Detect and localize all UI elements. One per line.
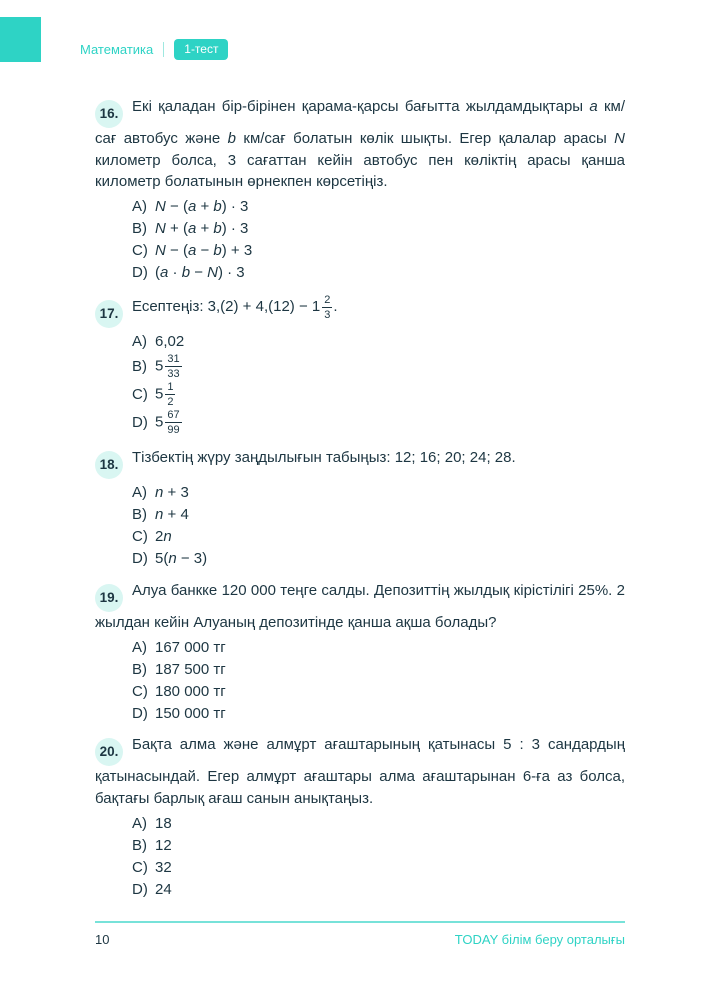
subject-label: Математика bbox=[80, 42, 154, 57]
fraction-numerator: 31 bbox=[167, 353, 180, 366]
option-text: 32 bbox=[155, 858, 172, 876]
page-number: 10 bbox=[95, 932, 110, 947]
option-letter: A) bbox=[132, 333, 147, 351]
option-a bbox=[132, 331, 625, 353]
option-text: 6,02 bbox=[155, 333, 185, 351]
fraction-denominator: 99 bbox=[167, 424, 180, 437]
option-c bbox=[132, 680, 625, 702]
option-text: 187 500 тг bbox=[155, 660, 226, 678]
option-text bbox=[155, 381, 176, 408]
question-number-badge: 18. bbox=[95, 451, 123, 479]
option-text: N + (a + b) · 3 bbox=[155, 220, 249, 237]
fraction-numerator: 67 bbox=[167, 409, 180, 422]
fraction-denominator: 2 bbox=[167, 396, 174, 409]
option-b bbox=[132, 218, 625, 240]
option-text: 24 bbox=[155, 880, 172, 898]
option-text: 150 000 тг bbox=[155, 704, 226, 722]
mixed-number-whole: 5 bbox=[155, 413, 164, 431]
question-statement bbox=[95, 96, 625, 193]
test-number-badge: 1-тест bbox=[174, 39, 228, 60]
question-statement bbox=[95, 447, 625, 479]
option-letter: C) bbox=[132, 858, 148, 876]
question-17 bbox=[95, 294, 625, 437]
option-a bbox=[132, 482, 625, 504]
question-number-badge: 17. bbox=[95, 300, 123, 328]
option-letter: D) bbox=[132, 880, 148, 898]
fraction bbox=[165, 381, 175, 408]
question-19 bbox=[95, 580, 625, 725]
mixed-number-whole: 5 bbox=[155, 357, 164, 375]
option-a bbox=[132, 196, 625, 218]
question-number-badge: 16. bbox=[95, 100, 123, 128]
statement-text: Екі қаладан бір-бірінен қарама-қарсы бағытта жылдамдықтары a км/сағ автобус және b км/сағ болатын көлік шықты. Егер қалалар арасы N километр болса, 3 сағаттан кейін автобус пен көліктің арасы қанша километр болатынын өрнекпен көрсетіңіз. bbox=[95, 98, 626, 190]
question-statement bbox=[95, 734, 625, 809]
option-letter: B) bbox=[132, 836, 147, 854]
page-footer bbox=[95, 921, 625, 947]
question-statement bbox=[95, 294, 625, 328]
question-18 bbox=[95, 447, 625, 570]
options-list bbox=[95, 812, 625, 900]
option-letter: C) bbox=[132, 242, 148, 259]
option-letter: A) bbox=[132, 638, 147, 656]
fraction bbox=[322, 294, 332, 321]
fraction-numerator: 2 bbox=[324, 293, 331, 306]
fraction bbox=[165, 409, 181, 436]
option-letter: D) bbox=[132, 704, 148, 722]
fraction bbox=[165, 353, 181, 380]
option-letter: C) bbox=[132, 528, 148, 546]
option-text bbox=[155, 409, 183, 436]
question-number-badge: 20. bbox=[95, 738, 123, 766]
option-text: N − (a + b) · 3 bbox=[155, 198, 249, 215]
options-list bbox=[95, 196, 625, 284]
question-16 bbox=[95, 96, 625, 284]
option-d bbox=[132, 409, 625, 437]
option-text: 18 bbox=[155, 814, 172, 832]
fraction-denominator: 3 bbox=[324, 308, 331, 321]
option-letter: C) bbox=[132, 682, 148, 700]
option-text: (a · b − N) · 3 bbox=[155, 264, 245, 281]
option-text: 5(n − 3) bbox=[155, 550, 208, 568]
option-letter: B) bbox=[132, 660, 147, 678]
option-letter: C) bbox=[132, 385, 148, 403]
questions-list bbox=[95, 96, 625, 910]
option-text: 2n bbox=[155, 528, 172, 546]
footer-row bbox=[95, 923, 625, 947]
fraction-denominator: 33 bbox=[167, 368, 180, 381]
statement-text: Бақта алма және алмұрт ағаштарының қатынасы 5 : 3 сандардың қатынасындай. Егер алмұрт ағаштары алма ағаштарынан 6-ға аз болса, бақтағы барлық ағаш санын анықтаңыз. bbox=[95, 736, 625, 807]
option-a bbox=[132, 636, 625, 658]
option-letter: B) bbox=[132, 506, 147, 524]
option-text: n + 3 bbox=[155, 484, 189, 502]
footer-organization: TODAY білім беру орталығы bbox=[454, 932, 625, 947]
option-text: 180 000 тг bbox=[155, 682, 226, 700]
option-d bbox=[132, 878, 625, 900]
brand-logo bbox=[0, 17, 41, 62]
option-text: N − (a − b) + 3 bbox=[155, 242, 253, 259]
option-d bbox=[132, 548, 625, 570]
option-letter: D) bbox=[132, 413, 148, 431]
fraction-numerator: 1 bbox=[167, 381, 174, 394]
option-a bbox=[132, 812, 625, 834]
option-text: 12 bbox=[155, 836, 172, 854]
option-text bbox=[155, 353, 183, 380]
option-c bbox=[132, 381, 625, 409]
option-letter: A) bbox=[132, 484, 147, 502]
option-b bbox=[132, 504, 625, 526]
options-list bbox=[95, 331, 625, 437]
option-b bbox=[132, 353, 625, 381]
page-header bbox=[80, 39, 228, 60]
option-b bbox=[132, 834, 625, 856]
options-list bbox=[95, 482, 625, 570]
question-statement bbox=[95, 580, 625, 634]
option-letter: A) bbox=[132, 198, 147, 215]
option-d bbox=[132, 262, 625, 284]
option-letter: D) bbox=[132, 550, 148, 568]
options-list bbox=[95, 636, 625, 724]
question-20 bbox=[95, 734, 625, 900]
option-c bbox=[132, 526, 625, 548]
mixed-number-whole: 5 bbox=[155, 385, 164, 403]
option-c bbox=[132, 856, 625, 878]
option-letter: B) bbox=[132, 357, 147, 375]
question-number-badge: 19. bbox=[95, 584, 123, 612]
option-b bbox=[132, 658, 625, 680]
option-d bbox=[132, 702, 625, 724]
footer-divider bbox=[95, 921, 625, 923]
statement-text: Алуа банкке 120 000 теңге салды. Депозиттің жылдық кірістілігі 25%. 2 жылдан кейін Алуаның депозитінде қанша ақша болады? bbox=[95, 581, 625, 631]
option-text: 167 000 тг bbox=[155, 638, 226, 656]
option-letter: B) bbox=[132, 220, 147, 237]
header-divider bbox=[163, 42, 164, 57]
statement-text: Есептеңіз: 3,(2) + 4,(12) − 1 $\frac{2}{3}$ . bbox=[132, 293, 338, 321]
option-text: n + 4 bbox=[155, 506, 189, 524]
option-letter: D) bbox=[132, 264, 148, 281]
statement-text: Тізбектің жүру заңдылығын табыңыз: 12; 16; 20; 24; 28. bbox=[132, 448, 516, 466]
option-c bbox=[132, 240, 625, 262]
option-letter: A) bbox=[132, 814, 147, 832]
